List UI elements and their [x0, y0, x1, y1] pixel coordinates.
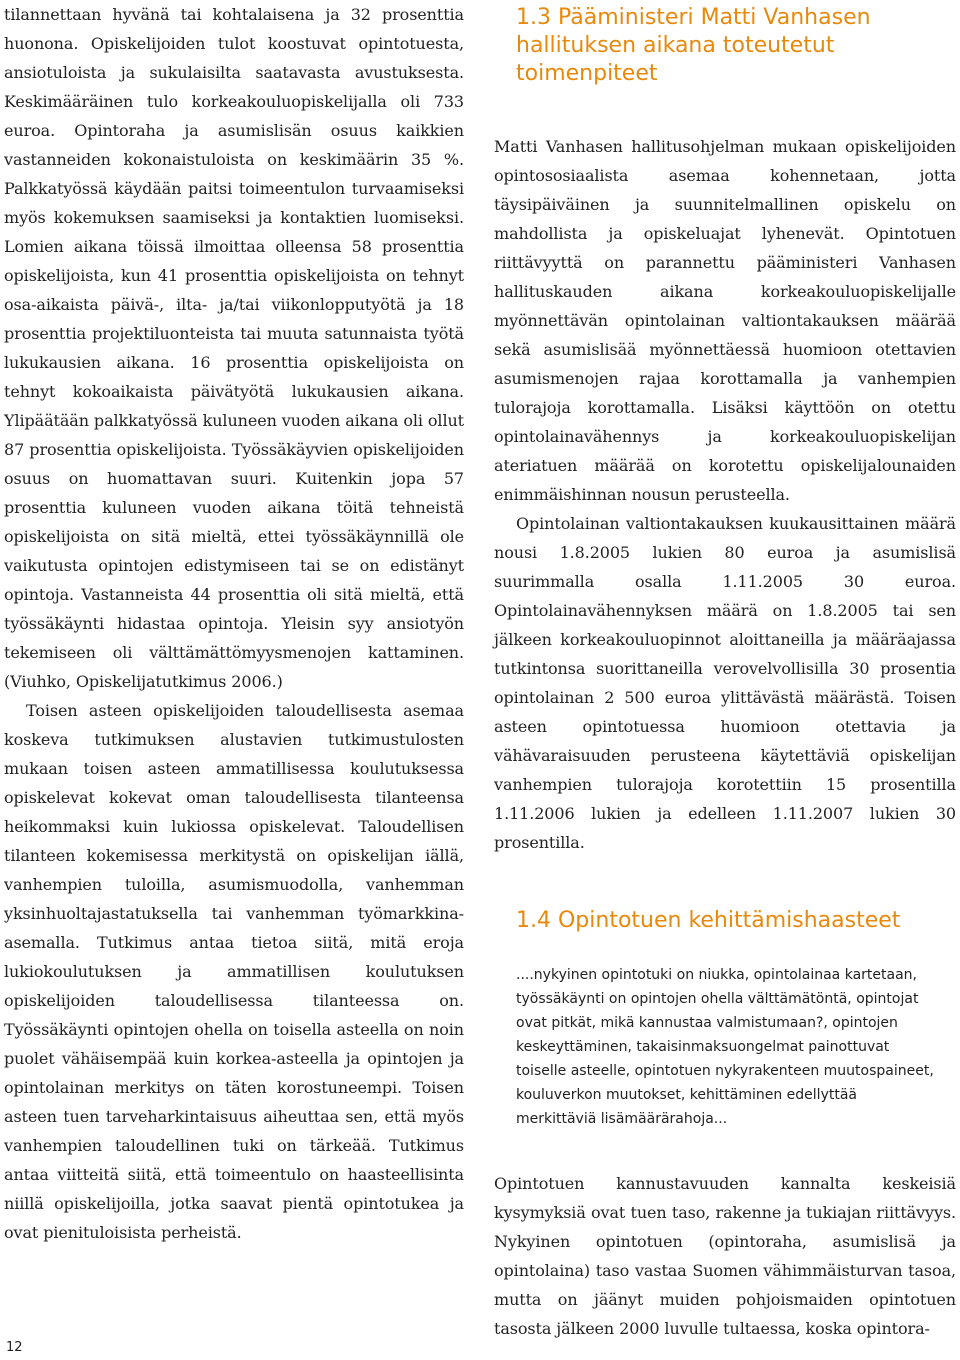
- paragraph-second-level-students: Toisen asteen opiskelijoiden taloudellisesta asemaa koskeva tutkimuksen alustavien tutkimustulosten mukaan toisen asteen ammatillisessa koulutuksessa opiskelevat kokevat oman taloudellisesta tilanteensa heikommaksi kuin lukiossa opiskelevat. Taloudellisen tilanteen kokemisessa merkitystä on opiskelijan iällä, vanhempien tuloilla, asumismuodolla, vanhemman yksinhuoltajastatuksella tai vanhemman työmarkkina-asemalla. Tutkimus antaa tietoa siitä, mitä eroja lukiokoulutuksen ja ammatillisen koulutuksen opiskelijoiden taloudellisessa tilanteessa on. Työssäkäynti opintojen ohella on toisella asteella on noin puolet vähäisempää kuin korkea-asteella ja opintojen ja opintolainan merkitys on täten korostuneempi. Toisen asteen tuen tarveharkintaisuus aiheuttaa sen, että myös vanhempien taloudellinen tuki on tärkeää. Tutkimus antaa viitteitä siitä, että toimeentulo on haasteellisinta niillä opiskelijoilla, jotka saavat pientä opintotukea ja ovat pienituloisista perheistä.: [4, 701, 464, 1242]
- paragraph-loan-guarantee: Opintolainan valtiontakauksen kuukausittainen määrä nousi 1.8.2005 lukien 80 euroa ja asumislisä suurimmalla osalla 1.11.2005 30 euroa. Opintolainavähennyksen määrä on 1.8.2005 tai sen jälkeen korkeakouluopinnot aloittaneilla ja määräajassa tutkintonsa suorittaneilla verovelvollisilla 30 prosentia opintolainan 2 500 euroa ylittävästä määrästä. Toisen asteen opintotuessa huomioon otettavia ja vähävaraisuuden perusteena käytettäviä opiskelijan vanhempien tulorajoja korotettiin 15 prosentilla 1.11.2006 lukien ja edelleen 1.11.2007 lukien 30 prosentilla.: [494, 514, 956, 852]
- pull-quote: ....nykyinen opintotuki on niukka, opintolainaa kartetaan, työssäkäynti on opintojen ohella välttämätöntä, opintojat ovat pitkät, mikä kannustaa valmistumaan?, opintojen keskeyttäminen, takaisinmaksuongelmat painottuvat toiselle asteelle, opintotuen nykyrakenteen muutospaineet, kouluverkon muutokset, kehittäminen edellyttää merkittäviä lisämäärärahoja...: [516, 967, 934, 1127]
- section-heading-1-4: 1.4 Opintotuen kehittämishaasteet: [516, 908, 901, 933]
- section-heading-1-3: 1.3 Pääministeri Matti Vanhasen hallituksen aikana toteutetut toimenpiteet: [516, 5, 871, 86]
- left-column: [4, 0, 464, 1247]
- paragraph-incentives: Opintotuen kannustavuuden kannalta keskeisiä kysymyksiä ovat tuen taso, rakenne ja tukiajan riittävyys. Nykyinen opintotuen (opintoraha, asumislisä ja opintolaina) taso vastaa Suomen vähimmäisturvan tasoa, mutta on jäänyt muiden pohjoismaiden opintotuen tasosta jälkeen 2000 luvulle tultaessa, koska opintora-: [494, 1174, 956, 1338]
- right-column: [494, 0, 956, 1343]
- paragraph-government-program: Matti Vanhasen hallitusohjelman mukaan opiskelijoiden opintososiaalista asemaa kohennetaan, jotta täysipäiväinen ja suunnitelmallinen opiskelu on mahdollista ja opiskeluajat lyhenevät. Opintotuen riittävyyttä on parannettu pääministeri Vanhasen hallituskauden aikana korkeakouluopiskelijalle myönnettävän opintolainan valtiontakauksen määrää sekä asumislisää myönnettäessä huomioon otettavien asumismenojen rajaa korottamalla ja vanhempien tulorajoja korottamalla. Lisäksi käyttöön on otettu opintolainavähennys ja korkeakouluopiskelijan ateriatuen määrää on korotettu opiskelijalounaiden enimmäishinnan nousun perusteella.: [494, 137, 956, 504]
- paragraph-student-income: tilannettaan hyvänä tai kohtalaisena ja 32 prosenttia huonona. Opiskelijoiden tulot koostuvat opintotuesta, ansiotuloista ja sukulaisilta saatavasta avustuksesta. Keskimääräinen tulo korkeakouluopiskelijalla oli 733 euroa. Opintoraha ja asumislisän osuus kaikkien vastanneiden kokonaistuloista on keskimäärin 35 %. Palkkatyössä käydään paitsi toimeentulon turvaamiseksi myös kokemuksen saamiseksi ja kontaktien luomiseksi. Lomien aikana töissä ilmoittaa olleensa 58 prosenttia opiskelijoista, kun 41 prosenttia opiskelijoista on tehnyt osa-aikaista päivä-, ilta- ja/tai viikonlopputyötä ja 18 prosenttia projektiluonteista tai muuta satunnaista työtä lukukausien aikana. 16 prosenttia opiskelijoista on tehnyt kokoaikaista päivätyötä lukukausien aikana. Ylipäätään palkkatyössä kuluneen vuoden aikana oli ollut 87 prosenttia opiskelijoista. Työssäkäyvien opiskelijoiden osuus on huomattavan suuri. Kuitenkin jopa 57 prosenttia kuluneen vuoden aikana töitä tehneistä opiskelijoista on sitä mieltä, ettei työssäkäynnillä ole vaikutusta opintojen edistymiseen tai se on edistänyt opintoja. Vastanneista 44 prosenttia oli sitä mieltä, että työssäkäynti hidastaa opintoja. Yleisin syy ansiotyön tekemiseen oli välttämättömyysmenojen kattaminen.(Viuhko, Opiskelijatutkimus 2006.): [4, 5, 464, 691]
- page-number: 12: [6, 1340, 23, 1355]
